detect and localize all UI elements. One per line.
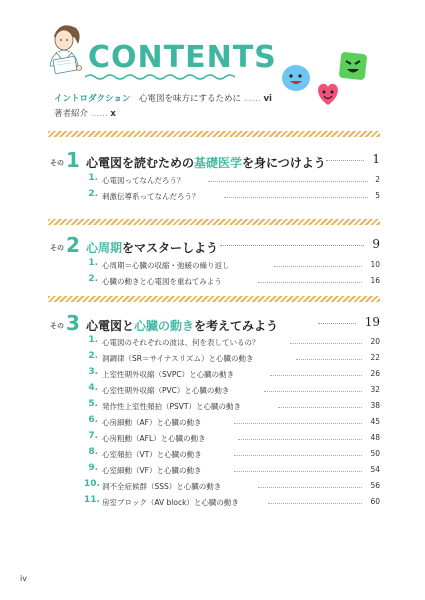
section-divider-stripe: [48, 296, 380, 302]
authors-entry[interactable]: [54, 107, 116, 119]
section-divider-stripe: [48, 131, 380, 137]
toc-item-page: 45: [370, 417, 380, 426]
toc-item-title: 心室頻拍（VT）と心臓の動き: [102, 450, 202, 459]
toc-item-page: 5: [375, 191, 380, 200]
section-page: 9: [372, 237, 380, 251]
leader-dots: [296, 359, 362, 360]
toc-item[interactable]: 1. 心周期＝心臓の収縮・弛緩の繰り返し 10: [88, 258, 380, 270]
toc-item-page: 38: [370, 401, 380, 410]
section-3-header[interactable]: [48, 313, 380, 337]
toc-item-title: 心電図ってなんだろう？: [102, 176, 185, 185]
leader-dots: [270, 375, 362, 376]
toc-item-page: 48: [370, 433, 380, 442]
toc-item-title: 発作性上室性頻拍（PSVT）と心臓の動き: [102, 402, 241, 411]
toc-item[interactable]: 4. 心室性期外収縮（PVC）と心臓の動き 32: [88, 383, 380, 395]
toc-item[interactable]: 8. 心室頻拍（VT）と心臓の動き 50: [88, 447, 380, 459]
toc-item[interactable]: 10. 洞不全症候群（SSS）と心臓の動き 56: [84, 479, 380, 491]
toc-item-title: 房室ブロック（AV block）と心臓の動き: [102, 498, 239, 507]
toc-item[interactable]: 7. 心房粗動（AFL）と心臓の動き 48: [88, 431, 380, 443]
red-heart-mascot-icon: [314, 80, 342, 108]
toc-item-title: 心臓の動きと心電図を重ねてみよう: [102, 277, 222, 286]
toc-item-page: 60: [370, 497, 380, 506]
toc-item-page: 26: [370, 369, 380, 378]
toc-item-page: 16: [370, 276, 380, 285]
title-underline-wave: [85, 73, 235, 81]
leader-dots: [234, 423, 362, 424]
toc-item-title: 心房細動（AF）と心臓の動き: [102, 418, 202, 427]
intro-leader: ……: [243, 94, 261, 104]
section-page: 19: [364, 315, 380, 329]
section-number: 1: [66, 148, 80, 172]
toc-item-page: 32: [370, 385, 380, 394]
section-divider-stripe: [48, 219, 380, 225]
toc-item-page: 10: [370, 260, 380, 269]
toc-item-title: 心室細動（VF）と心臓の動き: [102, 466, 202, 475]
toc-item-page: 56: [370, 481, 380, 490]
green-heart-mascot-icon: [338, 50, 368, 82]
leader-dots: [234, 455, 362, 456]
toc-item[interactable]: 3. 上室性期外収縮（SVPC）と心臓の動き 26: [88, 367, 380, 379]
intro-text: 心電図を味方にするために: [139, 94, 242, 104]
toc-item-title: 刺激伝導系ってなんだろう？: [102, 192, 200, 201]
toc-item-page: 22: [370, 353, 380, 362]
leader-dots: [258, 487, 362, 488]
toc-item-title: 洞調律（SR＝サイナスリズム）と心臓の動き: [102, 354, 254, 363]
authors-page: x: [110, 109, 116, 119]
section-title: 心電図を読むための基礎医学を身につけよう: [86, 156, 326, 170]
toc-item-page: 20: [370, 337, 380, 346]
toc-item[interactable]: 2. 心臓の動きと心電図を重ねてみよう 16: [88, 274, 380, 286]
leader-dots: [224, 197, 368, 198]
leader-dots: [258, 282, 362, 283]
section-title: 心電図と心臓の動きを考えてみよう: [86, 319, 279, 333]
section-title: 心周期をマスターしよう: [86, 241, 219, 255]
toc-item[interactable]: 11. 房室ブロック（AV block）と心臓の動き 60: [84, 495, 380, 507]
leader-dots: [318, 323, 356, 324]
toc-item-title: 心周期＝心臓の収縮・弛緩の繰り返し: [102, 261, 230, 270]
leader-dots: [326, 160, 364, 161]
toc-item[interactable]: 1. 心電図ってなんだろう？ 2: [88, 173, 380, 185]
leader-dots: [268, 503, 362, 504]
section-prefix: その: [50, 244, 64, 252]
authors-leader: ……: [90, 109, 108, 119]
toc-item[interactable]: 2. 洞調律（SR＝サイナスリズム）と心臓の動き 22: [88, 351, 380, 363]
toc-item-page: 50: [370, 449, 380, 458]
section-prefix: その: [50, 159, 64, 167]
intro-page: vi: [263, 94, 272, 104]
leader-dots: [290, 343, 362, 344]
leader-dots: [220, 245, 364, 246]
page-number: iv: [20, 574, 27, 583]
toc-item-page: 54: [370, 465, 380, 474]
toc-item[interactable]: 6. 心房細動（AF）と心臓の動き 45: [88, 415, 380, 427]
leader-dots: [208, 181, 368, 182]
toc-item-title: 上室性期外収縮（SVPC）と心臓の動き: [102, 370, 235, 379]
toc-item-title: 心房粗動（AFL）と心臓の動き: [102, 434, 206, 443]
leader-dots: [234, 471, 362, 472]
toc-item-title: 心電図のそれぞれの波は、何を表しているの？: [102, 338, 260, 347]
toc-item[interactable]: 5. 発作性上室性頻拍（PSVT）と心臓の動き 38: [88, 399, 380, 411]
section-number: 3: [66, 311, 80, 335]
leader-dots: [278, 407, 362, 408]
section-1-header[interactable]: [48, 150, 380, 174]
intro-entry[interactable]: [54, 92, 272, 104]
toc-item[interactable]: 9. 心室細動（VF）と心臓の動き 54: [88, 463, 380, 475]
leader-dots: [264, 391, 362, 392]
authors-label: 著者紹介: [54, 109, 89, 119]
toc-item-title: 洞不全症候群（SSS）と心臓の動き: [102, 482, 222, 491]
toc-item[interactable]: 2. 刺激伝導系ってなんだろう？ 5: [88, 189, 380, 201]
blue-heart-mascot-icon: [280, 62, 312, 94]
toc-item-title: 心室性期外収縮（PVC）と心臓の動き: [102, 386, 230, 395]
intro-label: イントロダクション: [54, 94, 131, 104]
toc-item[interactable]: 1. 心電図のそれぞれの波は、何を表しているの？ 20: [88, 335, 380, 347]
section-page: 1: [372, 152, 380, 166]
section-2-header[interactable]: [48, 235, 380, 259]
section-prefix: その: [50, 322, 64, 330]
leader-dots: [274, 266, 362, 267]
section-number: 2: [66, 233, 80, 257]
toc-item-page: 2: [375, 175, 380, 184]
leader-dots: [238, 439, 362, 440]
page-title: CONTENTS: [88, 40, 277, 75]
